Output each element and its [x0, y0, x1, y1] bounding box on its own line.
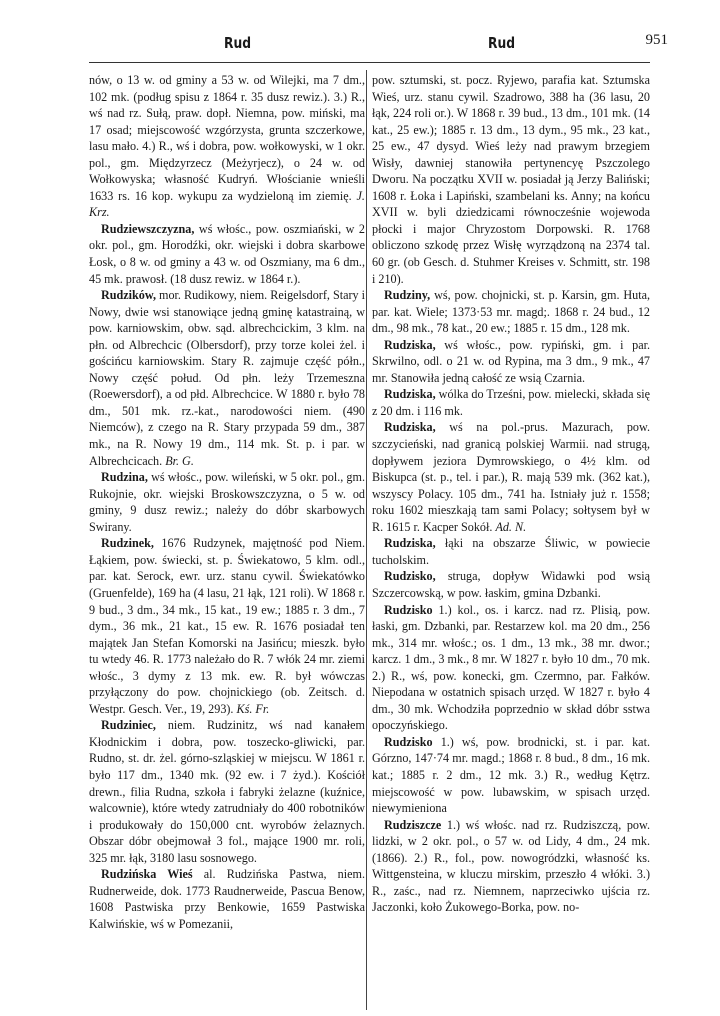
entry-text: 1.) kol., os. i karcz. nad rz. Plisią, pow. łaski, gm. Dzbanki, par. Restarzew kol. ma 20 dm., 256 mk., 314 mr. włośc.; os. 1 dm., 13 mk., 38 mr. dwor.; karcz. 1 dm., 3 mk., 8 mr. W 1827 r. było 10 dm., 70 mk. 2.) R., wś, pow. konecki, gm. Czermno, par. Fałków. Niepodana w ostatnich spisach urzęd. W 1827 r. było 4 dm., 30 mk. Wchodziła poprzednio w skład dóbr sstwa opoczyńskiego.: [372, 602, 650, 733]
running-head-right: Rud: [488, 34, 516, 52]
entry-text: nów, o 13 w. od gminy a 53 w. od Wilejki, ma 7 dm., 102 mk. (podług spisu z 1864 r. 35 dusz rewiz.). 3.) R., wś nad rz. Sułą, praw. dopł. Niemna, pow. miński, ma 17 osad; miejscowość wzgórzysta, grunta szczerkowe, lasu mało. 4.) R., wś i dobra, pow. wołkowyski, w 1 okr. pol., gm. Międzyrzecz (Meżyrjecz), o 24 w. od Wołkowyska; własność Kudryń. Włościanie wnieśli 1633 rs. 16 kop. wykupu za wydzieloną im ziemię.: [89, 73, 365, 203]
entry-text: 1.) wś, pow. brodnicki, st. i par. kat. Górzno, 147·74 mr. magd.; 1868 r. 8 bud., 8 dm., 16 mk. kat.; 1885 r. 2 dm., 12 mk. 3.) R., według Kętrz. miejscowość w pow. lubawskim, w spisach urzęd. niewymieniona: [372, 734, 650, 816]
entry-text: wś włośc., pow. rypiński, gm. i par. Skrwilno, odl. o 21 w. od Rypina, ma 3 dm., 9 mk., 47 mr. Stanowiła jedną całość ze wsią Czarnia.: [372, 337, 650, 385]
entry-headword: Rudzików,: [101, 288, 156, 303]
entry-headword: Rudziszcze: [384, 817, 442, 832]
dictionary-entry: [372, 535, 650, 568]
entry-headword: Rudziska,: [384, 536, 436, 551]
right-column: [372, 72, 650, 916]
entry-headword: Rudzisko: [384, 734, 433, 749]
entry-headword: Rudziny,: [384, 288, 431, 303]
page-number: 951: [645, 32, 668, 48]
dictionary-entry: [372, 337, 650, 387]
entry-author: J. Krz.: [89, 188, 365, 220]
dictionary-entry: [89, 287, 365, 469]
dictionary-entry: [372, 602, 650, 734]
entry-headword: Rudzisko,: [384, 569, 436, 584]
entry-text: struga, dopływ Widawki pod wsią Szczercowską, w pow. łaskim, gmina Dzbanki.: [372, 569, 650, 600]
entry-author: Ad. N.: [495, 519, 527, 534]
dictionary-entry: [89, 535, 365, 717]
entry-text: wś włośc., pow. wileński, w 5 okr. pol., gm. Rukojnie, okr. wiejski Broskowszczyzna, o 5 w. od gminy, 9 dusz rewiz.; należy do dóbr skarbowych Swirany.: [89, 470, 365, 534]
entry-headword: Rudzina,: [101, 470, 148, 485]
entry-author: Br. G.: [165, 453, 194, 468]
entry-text: 1.) wś włośc. nad rz. Rudziszczą, pow. lidzki, w 2 okr. pol., o 57 w. od Lidy, 4 dm., 24 mk. (1866). 2.) R., fol., pow. nowogródzki, własność ks. Wittgensteina, w kluczu mirskim, przeszło 4 włóki. 3.) R., zaśc., nad rz. Niemnem, naprzeciwko ujścia rz. Jaczonki, koło Żukowego-Borka, pow. no-: [372, 817, 650, 915]
entry-headword: Rudziewszczyzna,: [101, 221, 195, 236]
left-column: [89, 72, 365, 932]
dictionary-entry: [89, 717, 365, 866]
dictionary-entry: [372, 734, 650, 817]
column-divider: [366, 70, 367, 1010]
entry-headword: Rudzisko: [384, 602, 433, 617]
dictionary-entry: [89, 72, 365, 221]
entry-headword: Rudziska,: [384, 420, 436, 435]
dictionary-entry: [372, 287, 650, 337]
entry-headword: Rudziska,: [384, 337, 436, 352]
dictionary-entry: [89, 469, 365, 535]
entry-text: niem. Rudzinitz, wś nad kanałem Kłodnickim i dobra, pow. toszecko-gliwicki, par. Rudno, st. dr. żel. górno-szląskiej w miejscu. W 1861 r. było 117 dm., 1340 mk. (92 ew. i 7 żyd.). Kościół drewn., filia Rudna, szkoła i fabryki żelazne (kuźnice, walcownie), które wtedy zatrudniały do 400 robotników i produkowały do 150,000 cnt. wyrobów żelaznych. Obszar dóbr obejmował 3 fol., mające 1900 mr. roli, 325 mr. łąk, 3180 lasu sosnowego.: [89, 718, 365, 865]
dictionary-entry: [372, 419, 650, 535]
header-rule: [89, 62, 650, 63]
entry-text: mor. Rudikowy, niem. Reigelsdorf, Stary i Nowy, dwie wsi stanowiące jedną gminę katastrainą, w pow. karniowskim, obw. sąd. albrechcickim, 3 klm. na płn. od Albrechcic (Olbersdorf), przy torze kolei żel. i gościńcu karniowskim. Stary R. zajmuje część półn., Nowy część połud. Od płn. leży Trzemeszna (Roewersdorf), a od płd. Albrechcice. W 1880 r. było 78 dm., 501 mk. rz.-kat., narodowości niem. (490 Niemców), z czego na R. Stary przypada 59 dm., 387 mk., na R. Nowy 19 dm., 114 mk. St. p. i par. w Albrechcicach.: [89, 288, 365, 468]
entry-headword: Rudziska,: [384, 387, 436, 402]
entry-text: pow. sztumski, st. pocz. Ryjewo, parafia kat. Sztumska Wieś, urz. stanu cywil. Szadrowo, 388 ha (36 lasu, 20 łąk, 224 roli or.). W 1868 r. 39 bud., 13 dm., 101 mk. (14 kat., 25 ew.); 1885 r. 13 dm., 13 dym., 95 mk., 23 kat., 25 ew., 47 dysyd. Wieś leży nad prawym brzegiem Wisły, dawniej stanowiła pertynencyę Pszczolego Dworu. Na początku XVII w. posiadał ją Jerzy Baliński; 1608 r. Łoka i Lapiński, szambelani ks. Anny; na końcu XVII w. byli dziedzicami równocześnie wojewoda płocki i major Chryzostom Dorpowski. R. 1768 obliczono szkodę przez Wisłę wyrządzoną na 2374 tal. 60 gr. (ob Gesch. d. Stuhmer Kreises v. Schmitt, str. 198 i 210).: [372, 73, 650, 286]
entry-text: wś włośc., pow. oszmiański, w 2 okr. pol., gm. Horodźki, okr. wiejski i dobra skarbowe Łosk, o 8 w. od gminy a 43 w. od Oszmiany, ma 6 dm., 45 mk. prawosł. (18 dusz rewiz. w 1864 r.).: [89, 221, 365, 286]
entry-headword: Rudzińska Wieś: [101, 867, 193, 882]
entry-headword: Rudzinek,: [101, 536, 154, 551]
dictionary-entry: [89, 221, 365, 287]
entry-text: wś, pow. chojnicki, st. p. Karsin, gm. Huta, par. kat. Wiele; 1373·53 mr. magd;. 1868 r. 24 bud., 12 dm., 98 mk., 78 kat., 20 ew.; 1885 r. 15 dm., 128 mk.: [372, 288, 650, 336]
entry-author: Kś. Fr.: [236, 701, 270, 716]
entry-headword: Rudziniec,: [101, 718, 156, 733]
dictionary-entry: [372, 817, 650, 916]
entry-text: wólka do Trześni, pow. mielecki, składa się z 20 dm. i 116 mk.: [372, 387, 650, 418]
dictionary-entry: [372, 72, 650, 287]
entry-text: wś na pol.-prus. Mazurach, pow. szczycieński, nad granicą polskiej Warmii. nad strugą, dopływem jeziora Dymrowskiego, o 4½ klm. od Biskupca (st. p., tel. i par.), R. mają 539 mk. (362 kat.), wszyscy Polacy. 105 dm., 741 ha. Istniały już r. 1558; roku 1602 mieszkają tam sami Polacy; sołtysem był w R. 1615 r. Kacper Sokół.: [372, 420, 650, 534]
dictionary-entry: [89, 866, 365, 932]
entry-text: al. Rudzińska Pastwa, niem. Rudnerweide, dok. 1773 Raudnerweide, Pascua Benow, 1608 Pastwiska przy Benkowie, 1659 Pastwiska Kalwińskie, wś w Pomezanii,: [89, 867, 365, 931]
dictionary-entry: [372, 386, 650, 419]
running-head-left: Rud: [224, 34, 252, 52]
entry-text: łąki na obszarze Śliwic, w powiecie tucholskim.: [372, 536, 650, 567]
entry-text: 1676 Rudzynek, majętność pod Niem. Łąkiem, pow. świecki, st. p. Świekatowo, 5 klm. odl., par. kat. Serock, ewr. urz. stanu cywil. Świekatówko (Gruenfelde), 169 ha (4 lasu, 21 łąk, 121 roli). W 1868 r. 9 bud., 3 dm., 34 mk., 15 kat., 19 ew.; 1885 r. 3 dm., 7 dym., 36 mk., 21 kat., 15 ew. R. 1676 posiadał ten majątek Jan Stefan Komorski na Jasińcu; mieszk. było tu wtedy 46. R. 1773 należało do R. 7 włók 24 mr. ziemi włośc., 3 dymy z 13 mk. ew. R. był wówczas przyłączony do pow. chojnickiego (ob. Zeitsch. d. Westpr. Gesch. Ver., 19, 293).: [89, 536, 366, 716]
page-header: [0, 26, 720, 52]
dictionary-entry: [372, 568, 650, 601]
